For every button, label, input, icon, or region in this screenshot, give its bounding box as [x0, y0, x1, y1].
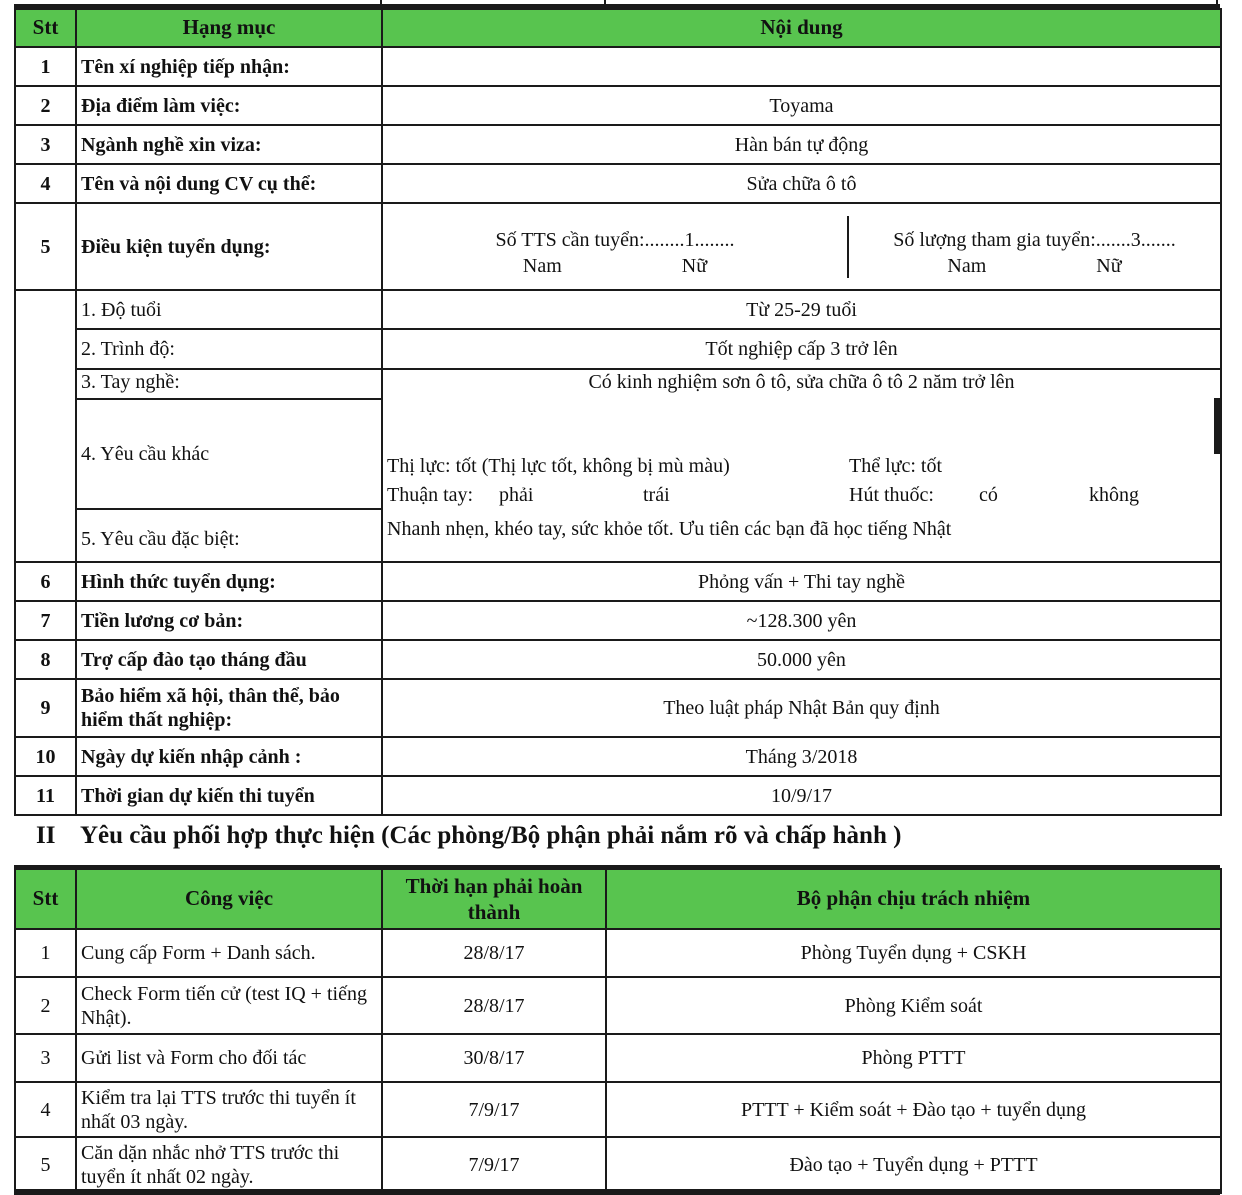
smoking-no: không [1089, 484, 1139, 506]
row-dept: Đào tạo + Tuyển dụng + PTTT [606, 1137, 1221, 1193]
row-content: 10/9/17 [382, 776, 1221, 815]
row-content: ~128.300 yên [382, 601, 1221, 640]
quota-participants [847, 216, 1220, 278]
header-task: Công việc [76, 869, 382, 929]
row-content: Theo luật pháp Nhật Bản quy định [382, 679, 1221, 737]
row-item: Tên xí nghiệp tiếp nhận: [76, 47, 382, 86]
hand-right: phải [499, 484, 534, 506]
physique-text: Thể lực: tốt [849, 455, 943, 477]
row-deadline: 28/8/17 [382, 977, 606, 1034]
female-label: Nữ [1096, 254, 1122, 277]
row-stt: 4 [15, 1082, 76, 1137]
header-content: Nội dung [382, 9, 1221, 47]
quota-needed-text: Số TTS cần tuyển:........1........ [495, 228, 735, 251]
other-requirements [382, 399, 1221, 509]
row-stt: 7 [15, 601, 76, 640]
row-dept: Phòng Kiểm soát [606, 977, 1221, 1034]
row-stt: 9 [15, 679, 76, 737]
row-item: Ngày dự kiến nhập cảnh : [76, 737, 382, 776]
row-stt: 2 [15, 977, 76, 1034]
table-row [15, 929, 1221, 977]
age-value: Từ 25-29 tuổi [382, 290, 1221, 329]
condition-row [15, 369, 1221, 399]
education-label: 2. Trình độ: [76, 329, 382, 369]
row-deadline: 7/9/17 [382, 1137, 606, 1193]
row-deadline: 7/9/17 [382, 1082, 606, 1137]
table-row [15, 601, 1221, 640]
smoking-label: Hút thuốc: [849, 484, 934, 506]
other-label: 4. Yêu cầu khác [76, 399, 382, 509]
special-label: 5. Yêu cầu đặc biệt: [76, 509, 382, 562]
row-content: 50.000 yên [382, 640, 1221, 679]
header-dept: Bộ phận chịu trách nhiệm [606, 869, 1221, 929]
row-content [382, 47, 1221, 86]
smoking-yes: có [979, 484, 998, 506]
table-row [15, 1082, 1221, 1137]
table-row [15, 977, 1221, 1034]
row-content: Toyama [382, 86, 1221, 125]
condition-row [15, 509, 1221, 562]
row-item: Ngành nghề xin viza: [76, 125, 382, 164]
row-item: Hình thức tuyển dụng: [76, 562, 382, 601]
row-item: Tiền lương cơ bản: [76, 601, 382, 640]
table-row [15, 562, 1221, 601]
row-stt: 8 [15, 640, 76, 679]
table-row [15, 164, 1221, 203]
row-stt: 5 [15, 1137, 76, 1193]
row-stt: 2 [15, 86, 76, 125]
age-label: 1. Độ tuổi [76, 290, 382, 329]
row-task: Cung cấp Form + Danh sách. [76, 929, 382, 977]
table-header [15, 9, 1221, 47]
condition-row [15, 399, 1221, 509]
margin-bar [1214, 398, 1220, 454]
quota-participants-text: Số lượng tham gia tuyển:.......3....... [893, 228, 1176, 251]
table-row [15, 203, 1221, 290]
condition-row [15, 329, 1221, 369]
row-item: Bảo hiểm xã hội, thân thể, bảo hiểm thất nghiệp: [76, 679, 382, 737]
table2-bottom-border [14, 1189, 1220, 1195]
skill-label: 3. Tay nghề: [76, 369, 382, 399]
section-title: Yêu cầu phối hợp thực hiện (Các phòng/Bộ phận phải nắm rõ và chấp hành ) [80, 822, 902, 849]
hand-left: trái [643, 484, 670, 506]
row-item: Tên và nội dung CV cụ thể: [76, 164, 382, 203]
section-heading [36, 822, 901, 850]
row-item: Thời gian dự kiến thi tuyển [76, 776, 382, 815]
row-stt: 3 [15, 125, 76, 164]
row-content: Phỏng vấn + Thi tay nghề [382, 562, 1221, 601]
row-stt: 5 [15, 203, 76, 290]
header-item: Hạng mục [76, 9, 382, 47]
skill-value: Có kinh nghiệm sơn ô tô, sửa chữa ô tô 2 năm trở lên [382, 369, 1221, 399]
recruitment-quota-cell [382, 203, 1221, 290]
table-header [15, 869, 1221, 929]
condition-row [15, 290, 1221, 329]
row-task: Check Form tiến cử (test IQ + tiếng Nhật). [76, 977, 382, 1034]
row-dept: Phòng Tuyển dụng + CSKH [606, 929, 1221, 977]
header-stt: Stt [15, 869, 76, 929]
handedness-label: Thuận tay: [387, 484, 474, 506]
conditions-stt-blank [15, 290, 76, 562]
table-row [15, 47, 1221, 86]
row-item: Địa điểm làm việc: [76, 86, 382, 125]
coordination-table [14, 868, 1222, 1194]
row-stt: 3 [15, 1034, 76, 1082]
education-value: Tốt nghiệp cấp 3 trở lên [382, 329, 1221, 369]
row-deadline: 30/8/17 [382, 1034, 606, 1082]
table-row [15, 776, 1221, 815]
row-stt: 6 [15, 562, 76, 601]
row-item: Điều kiện tuyển dụng: [76, 203, 382, 290]
section-number: II [36, 822, 56, 849]
recruitment-table [14, 8, 1222, 816]
row-deadline: 28/8/17 [382, 929, 606, 977]
row-task: Gửi list và Form cho đối tác [76, 1034, 382, 1082]
row-content: Sửa chữa ô tô [382, 164, 1221, 203]
table-row [15, 1137, 1221, 1193]
table-row [15, 679, 1221, 737]
row-stt: 11 [15, 776, 76, 815]
row-item: Trợ cấp đào tạo tháng đầu [76, 640, 382, 679]
table-row [15, 1034, 1221, 1082]
header-deadline: Thời hạn phải hoàn thành [382, 869, 606, 929]
table-row [15, 640, 1221, 679]
eyesight-text: Thị lực: tốt (Thị lực tốt, không bị mù màu) [387, 455, 730, 477]
female-label: Nữ [681, 254, 708, 277]
row-task: Căn dặn nhắc nhở TTS trước thi tuyển ít nhất 02 ngày. [76, 1137, 382, 1193]
table-row [15, 86, 1221, 125]
row-stt: 1 [15, 929, 76, 977]
row-stt: 10 [15, 737, 76, 776]
male-label: Nam [947, 254, 987, 277]
row-dept: PTTT + Kiểm soát + Đào tạo + tuyển dụng [606, 1082, 1221, 1137]
row-stt: 1 [15, 47, 76, 86]
quota-needed [383, 216, 847, 278]
header-stt: Stt [15, 9, 76, 47]
row-content: Tháng 3/2018 [382, 737, 1221, 776]
table-row [15, 125, 1221, 164]
male-label: Nam [522, 254, 562, 277]
row-content: Hàn bán tự động [382, 125, 1221, 164]
row-stt: 4 [15, 164, 76, 203]
row-dept: Phòng PTTT [606, 1034, 1221, 1082]
table-row [15, 737, 1221, 776]
row-task: Kiểm tra lại TTS trước thi tuyển ít nhất 03 ngày. [76, 1082, 382, 1137]
special-value: Nhanh nhẹn, khéo tay, sức khỏe tốt. Ưu tiên các bạn đã học tiếng Nhật [382, 509, 1221, 562]
